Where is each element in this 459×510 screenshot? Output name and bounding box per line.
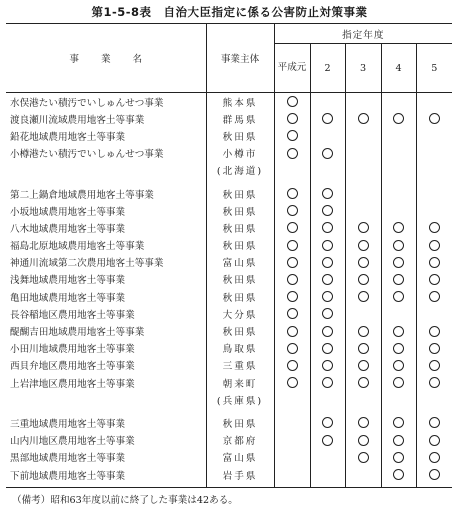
- designated-circle-icon: [358, 113, 369, 124]
- designation-year-cell: [310, 391, 345, 408]
- designated-circle-icon: [287, 222, 298, 233]
- designated-circle-icon: [322, 148, 333, 159]
- designated-circle-icon: [322, 343, 333, 354]
- designation-year-cell: [274, 466, 310, 488]
- designation-year-cell: [310, 449, 345, 466]
- designation-year-cell: [274, 219, 310, 236]
- designated-circle-icon: [358, 377, 369, 388]
- designation-year-cell: [381, 414, 416, 431]
- designation-year-cell: [310, 322, 345, 339]
- designation-year-cell: [310, 254, 345, 271]
- table-row: [6, 391, 452, 408]
- designation-year-cell: [416, 374, 452, 391]
- designation-year-cell: [381, 391, 416, 408]
- projects-table: [6, 23, 452, 488]
- designated-circle-icon: [322, 240, 333, 251]
- designated-circle-icon: [358, 222, 369, 233]
- designation-year-cell: [310, 110, 345, 127]
- designated-circle-icon: [393, 377, 404, 388]
- project-actor-cell: 秋田県: [206, 271, 274, 288]
- designation-year-cell: [381, 322, 416, 339]
- project-name-cell: 下前地域農用地客土等事業: [6, 466, 206, 488]
- designation-year-cell: [274, 391, 310, 408]
- designation-year-cell: [416, 127, 452, 144]
- project-name-cell: 上岩津地区農用地客土等事業: [10, 378, 135, 390]
- designated-circle-icon: [287, 257, 298, 268]
- designation-year-cell: [345, 127, 381, 144]
- table-row: [6, 145, 452, 162]
- table-row: [6, 93, 452, 111]
- designated-circle-icon: [322, 113, 333, 124]
- designated-circle-icon: [393, 343, 404, 354]
- designated-circle-icon: [358, 452, 369, 463]
- designation-year-cell: [310, 357, 345, 374]
- table-row: [6, 322, 452, 339]
- table-row: [6, 237, 452, 254]
- designation-year-cell: [381, 202, 416, 219]
- designation-year-cell: [416, 288, 452, 305]
- designation-year-cell: [274, 305, 310, 322]
- designated-circle-icon: [429, 360, 440, 371]
- designated-circle-icon: [322, 326, 333, 337]
- designation-year-cell: [274, 357, 310, 374]
- designation-year-cell: [274, 185, 310, 202]
- project-name-cell: 小田川地域農用地客土等事業: [10, 344, 135, 356]
- project-name-cell: [6, 162, 206, 179]
- project-name-cell: 小樽港たい積汚でいしゅんせつ事業: [10, 149, 164, 161]
- designated-circle-icon: [287, 188, 298, 199]
- designated-circle-icon: [322, 274, 333, 285]
- designated-circle-icon: [429, 257, 440, 268]
- designation-year-cell: [381, 357, 416, 374]
- designation-year-cell: [416, 237, 452, 254]
- project-actor-cell: (北海道): [206, 162, 274, 179]
- designation-year-cell: [310, 414, 345, 431]
- designated-circle-icon: [287, 377, 298, 388]
- project-actor-cell: 秋田県: [206, 322, 274, 339]
- project-actor-cell: 秋田県: [206, 288, 274, 305]
- designation-year-cell: [345, 432, 381, 449]
- designation-year-cell: [345, 357, 381, 374]
- designated-circle-icon: [393, 326, 404, 337]
- table-body: [6, 93, 452, 488]
- designation-year-cell: [381, 237, 416, 254]
- column-header-year: 3: [345, 44, 381, 93]
- designation-year-cell: [274, 127, 310, 144]
- designated-circle-icon: [393, 469, 404, 480]
- designation-year-cell: [274, 432, 310, 449]
- designation-year-cell: [310, 202, 345, 219]
- designation-year-cell: [310, 145, 345, 162]
- designation-year-cell: [345, 254, 381, 271]
- designated-circle-icon: [287, 113, 298, 124]
- designation-year-cell: [416, 202, 452, 219]
- designated-circle-icon: [287, 274, 298, 285]
- designation-year-cell: [381, 288, 416, 305]
- project-name-cell: 鉛花地域農用地客土等事業: [10, 131, 126, 143]
- designation-year-cell: [310, 432, 345, 449]
- table-row: [6, 305, 452, 322]
- designated-circle-icon: [393, 291, 404, 302]
- designated-circle-icon: [429, 417, 440, 428]
- designated-circle-icon: [393, 113, 404, 124]
- designation-year-cell: [310, 305, 345, 322]
- designation-year-cell: [345, 219, 381, 236]
- designated-circle-icon: [429, 222, 440, 233]
- designation-year-cell: [416, 219, 452, 236]
- designation-year-cell: [381, 185, 416, 202]
- designated-circle-icon: [393, 435, 404, 446]
- table-row: [6, 271, 452, 288]
- designation-year-cell: [274, 414, 310, 431]
- designation-year-cell: [381, 127, 416, 144]
- table-row: [6, 374, 452, 391]
- designation-year-cell: [345, 374, 381, 391]
- designation-year-cell: [310, 466, 345, 488]
- footnote: （備考）昭和63年度以前に終了した事業は42ある。: [12, 495, 238, 506]
- designated-circle-icon: [393, 452, 404, 463]
- designated-circle-icon: [287, 291, 298, 302]
- table-row: [6, 127, 452, 144]
- project-name-cell: 三重地域農用地客土等事業: [10, 418, 126, 430]
- designation-year-cell: [416, 271, 452, 288]
- column-header-project: 事業名: [6, 24, 206, 93]
- project-name-cell: 浅舞地域農用地客土等事業: [10, 275, 126, 287]
- designated-circle-icon: [393, 417, 404, 428]
- designation-year-cell: [310, 288, 345, 305]
- designation-year-cell: [345, 202, 381, 219]
- designation-year-cell: [381, 93, 416, 111]
- table-row: [6, 162, 452, 179]
- table-row: [6, 288, 452, 305]
- project-name-cell: 福島北原地域農用地客土等事業: [10, 241, 145, 253]
- designation-year-cell: [416, 414, 452, 431]
- table-title: 第1-5-8表 自治大臣指定に係る公害防止対策事業: [91, 5, 368, 19]
- designation-year-cell: [416, 322, 452, 339]
- designation-year-cell: [310, 185, 345, 202]
- designated-circle-icon: [429, 435, 440, 446]
- project-actor-cell: 岩手県: [206, 466, 274, 488]
- designation-year-cell: [274, 271, 310, 288]
- table-row: [6, 110, 452, 127]
- designation-year-cell: [274, 322, 310, 339]
- designation-year-cell: [274, 237, 310, 254]
- designated-circle-icon: [429, 240, 440, 251]
- table-row: [6, 219, 452, 236]
- designated-circle-icon: [287, 130, 298, 141]
- designation-year-cell: [345, 449, 381, 466]
- designated-circle-icon: [287, 240, 298, 251]
- designation-year-cell: [274, 202, 310, 219]
- designation-year-cell: [381, 374, 416, 391]
- table-row: [6, 414, 452, 431]
- designation-year-cell: [310, 127, 345, 144]
- designated-circle-icon: [322, 435, 333, 446]
- designation-year-cell: [381, 449, 416, 466]
- designation-year-cell: [310, 237, 345, 254]
- designated-circle-icon: [322, 291, 333, 302]
- designated-circle-icon: [287, 308, 298, 319]
- designated-circle-icon: [322, 377, 333, 388]
- designation-year-cell: [274, 449, 310, 466]
- designated-circle-icon: [393, 222, 404, 233]
- designated-circle-icon: [322, 257, 333, 268]
- designated-circle-icon: [358, 291, 369, 302]
- project-actor-cell: 秋田県: [206, 414, 274, 431]
- project-name-cell: 醍醐吉田地域農用地客土等事業: [10, 327, 145, 339]
- designation-year-cell: [416, 185, 452, 202]
- table-row: [6, 185, 452, 202]
- table-row: [6, 466, 452, 488]
- column-header-year-group: 指定年度: [274, 24, 452, 44]
- designation-year-cell: [310, 162, 345, 179]
- designation-year-cell: [416, 466, 452, 488]
- project-actor-cell: 富山県: [206, 449, 274, 466]
- designated-circle-icon: [358, 360, 369, 371]
- project-actor-cell: 熊本県: [206, 93, 274, 111]
- designated-circle-icon: [287, 343, 298, 354]
- designated-circle-icon: [287, 96, 298, 107]
- designated-circle-icon: [429, 113, 440, 124]
- designated-circle-icon: [358, 343, 369, 354]
- designated-circle-icon: [429, 326, 440, 337]
- designated-circle-icon: [322, 205, 333, 216]
- designation-year-cell: [274, 93, 310, 111]
- project-name-cell: 神通川流域第二次農用地客土等事業: [10, 258, 164, 270]
- designation-year-cell: [274, 162, 310, 179]
- designated-circle-icon: [358, 257, 369, 268]
- project-name-cell: [6, 391, 206, 408]
- project-actor-cell: 小樽市: [206, 145, 274, 162]
- designated-circle-icon: [429, 469, 440, 480]
- table-row: [6, 357, 452, 374]
- table-row: [6, 432, 452, 449]
- designation-year-cell: [416, 110, 452, 127]
- designation-year-cell: [345, 162, 381, 179]
- designated-circle-icon: [322, 417, 333, 428]
- designation-year-cell: [345, 305, 381, 322]
- designation-year-cell: [416, 93, 452, 111]
- designation-year-cell: [274, 145, 310, 162]
- designated-circle-icon: [358, 435, 369, 446]
- designated-circle-icon: [287, 360, 298, 371]
- designated-circle-icon: [322, 188, 333, 199]
- project-name-cell: 亀田地域農用地客土等事業: [10, 292, 126, 304]
- designated-circle-icon: [429, 343, 440, 354]
- project-actor-cell: 群馬県: [206, 110, 274, 127]
- designation-year-cell: [345, 288, 381, 305]
- designated-circle-icon: [393, 257, 404, 268]
- table-row: [6, 254, 452, 271]
- designation-year-cell: [345, 237, 381, 254]
- designation-year-cell: [416, 145, 452, 162]
- table-row: [6, 449, 452, 466]
- designated-circle-icon: [322, 308, 333, 319]
- designation-year-cell: [416, 432, 452, 449]
- project-actor-cell: 秋田県: [206, 185, 274, 202]
- designation-year-cell: [345, 145, 381, 162]
- column-header-year: 4: [381, 44, 416, 93]
- project-name-cell: 小坂地域農用地客土等事業: [10, 206, 126, 218]
- designation-year-cell: [381, 305, 416, 322]
- project-actor-cell: (兵庫県): [206, 391, 274, 408]
- project-name-cell: 西貝弁地区農用地客土等事業: [10, 361, 135, 373]
- designated-circle-icon: [358, 417, 369, 428]
- designation-year-cell: [416, 340, 452, 357]
- designation-year-cell: [416, 449, 452, 466]
- designated-circle-icon: [287, 205, 298, 216]
- designated-circle-icon: [429, 291, 440, 302]
- project-actor-cell: 京都府: [206, 432, 274, 449]
- project-actor-cell: 秋田県: [206, 237, 274, 254]
- designation-year-cell: [345, 322, 381, 339]
- designation-year-cell: [345, 271, 381, 288]
- designation-year-cell: [310, 93, 345, 111]
- designation-year-cell: [416, 305, 452, 322]
- project-actor-cell: 秋田県: [206, 219, 274, 236]
- designation-year-cell: [381, 271, 416, 288]
- table-row: [6, 202, 452, 219]
- column-header-year: 2: [310, 44, 345, 93]
- project-actor-cell: 朝来町: [206, 374, 274, 391]
- designated-circle-icon: [287, 326, 298, 337]
- designated-circle-icon: [358, 326, 369, 337]
- project-actor-cell: 富山県: [206, 254, 274, 271]
- designation-year-cell: [416, 254, 452, 271]
- designation-year-cell: [274, 254, 310, 271]
- designation-year-cell: [416, 357, 452, 374]
- designation-year-cell: [416, 391, 452, 408]
- designation-year-cell: [381, 466, 416, 488]
- designated-circle-icon: [322, 360, 333, 371]
- designated-circle-icon: [393, 274, 404, 285]
- designated-circle-icon: [322, 222, 333, 233]
- column-header-actor: 事業主体: [206, 24, 274, 93]
- project-actor-cell: 秋田県: [206, 127, 274, 144]
- designation-year-cell: [381, 145, 416, 162]
- designated-circle-icon: [429, 274, 440, 285]
- designated-circle-icon: [358, 240, 369, 251]
- project-name-cell: 長谷稲地区農用地客土等事業: [10, 309, 135, 321]
- designation-year-cell: [381, 340, 416, 357]
- project-name-cell: 黒部地域農用地客土等事業: [10, 453, 126, 465]
- project-name-cell: 第二上鍋倉地域農用地客土等事業: [10, 189, 154, 201]
- designation-year-cell: [345, 391, 381, 408]
- column-header-year: 5: [416, 44, 452, 93]
- table-row: [6, 340, 452, 357]
- designation-year-cell: [381, 162, 416, 179]
- designation-year-cell: [381, 110, 416, 127]
- project-name-cell: 水俣港たい積汚でいしゅんせつ事業: [10, 97, 164, 109]
- project-name-cell: 山内川地区農用地客土等事業: [10, 436, 135, 448]
- designation-year-cell: [310, 271, 345, 288]
- designation-year-cell: [345, 110, 381, 127]
- designated-circle-icon: [393, 360, 404, 371]
- designation-year-cell: [274, 288, 310, 305]
- project-actor-cell: 大分県: [206, 305, 274, 322]
- designation-year-cell: [381, 432, 416, 449]
- designation-year-cell: [310, 219, 345, 236]
- designation-year-cell: [345, 466, 381, 488]
- project-actor-cell: 三重県: [206, 357, 274, 374]
- designation-year-cell: [274, 110, 310, 127]
- project-actor-cell: 鳥取県: [206, 340, 274, 357]
- column-header-year: 平成元: [274, 44, 310, 93]
- designation-year-cell: [381, 254, 416, 271]
- designation-year-cell: [416, 162, 452, 179]
- designated-circle-icon: [287, 148, 298, 159]
- project-actor-cell: 秋田県: [206, 202, 274, 219]
- designation-year-cell: [274, 340, 310, 357]
- designated-circle-icon: [358, 274, 369, 285]
- designation-year-cell: [345, 93, 381, 111]
- designation-year-cell: [310, 374, 345, 391]
- designated-circle-icon: [429, 452, 440, 463]
- designation-year-cell: [345, 185, 381, 202]
- designation-year-cell: [345, 340, 381, 357]
- designation-year-cell: [381, 219, 416, 236]
- project-name-cell: 八木地域農用地客土等事業: [10, 223, 126, 235]
- designation-year-cell: [310, 340, 345, 357]
- project-name-cell: 渡良瀬川流域農用地客土等事業: [10, 114, 145, 126]
- designation-year-cell: [345, 414, 381, 431]
- designation-year-cell: [274, 374, 310, 391]
- designated-circle-icon: [393, 240, 404, 251]
- designated-circle-icon: [429, 377, 440, 388]
